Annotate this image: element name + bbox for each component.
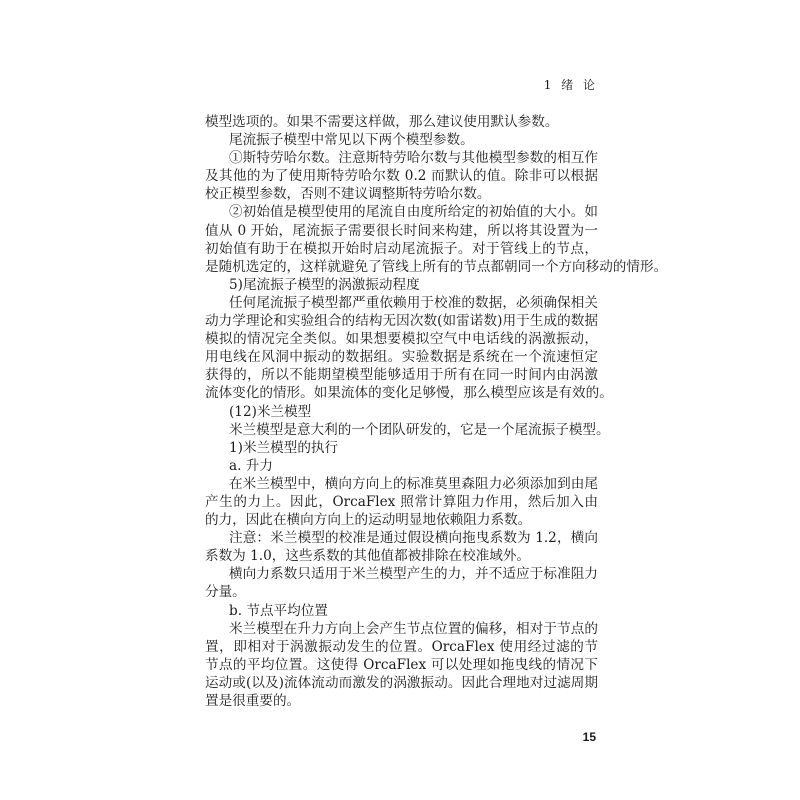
text-line: 尾流振子模型中常见以下两个模型参数。 — [229, 132, 474, 149]
text-line: 是随机选定的，这样就避免了管线上所有的节点都朝同一个方向移动的情形。 — [205, 258, 668, 275]
paragraph — [205, 475, 598, 529]
paragraph — [205, 457, 598, 475]
text-line: b. 节点平均位置 — [229, 602, 328, 619]
running-header: 1 绪 论 — [543, 78, 598, 92]
paragraph — [205, 203, 668, 275]
text-line: 及其他的为了使用斯特劳哈尔数 0.2 而默认的值。除非可以根据 — [205, 168, 598, 185]
text-line: ②初始值是模型使用的尾流自由度所给定的初始值的大小。如 — [229, 204, 598, 221]
paragraph — [205, 113, 598, 131]
paragraph — [205, 276, 598, 294]
paragraph — [205, 421, 610, 439]
text-line: 置，即相对于涡激振动发生的位置。OrcaFlex 使用经过滤的节 — [205, 638, 598, 655]
text-line: 任何尾流振子模型都严重依赖用于校准的数据，必须确保相关 — [229, 294, 598, 311]
text-line: 初始值有助于在模拟开始时启动尾流振子。对于管线上的节点， — [205, 240, 598, 257]
text-line: 分量。 — [205, 584, 246, 601]
text-line: 5)尾流振子模型的涡激振动程度 — [229, 276, 420, 293]
text-line: ①斯特劳哈尔数。注意斯特劳哈尔数与其他模型参数的相互作 — [229, 150, 598, 167]
text-line: 横向力系数只适用于米兰模型产生的力，并不适应于标准阻力 — [229, 566, 598, 583]
page-number: 15 — [582, 730, 596, 744]
text-line: 的力，因此在横向方向上的运动明显地依赖阻力系数。 — [205, 512, 532, 529]
paragraph — [205, 529, 598, 565]
text-line: 节点的平均位置。这使得 OrcaFlex 可以处理如拖曳线的情况下 — [205, 656, 598, 673]
text-line: 动力学理论和实验组合的结构无因次数(如雷诺数)用于生成的数据 — [205, 313, 598, 330]
paragraph — [205, 149, 598, 203]
text-line: 系数为 1.0，这些系数的其他值都被排除在校准域外。 — [205, 548, 531, 565]
paragraph — [205, 565, 598, 601]
text-line: (12)米兰模型 — [229, 403, 312, 420]
paragraph — [205, 403, 598, 421]
text-line: 校正模型参数，否则不建议调整斯特劳哈尔数。 — [205, 186, 491, 203]
text-line: 用电线在风洞中振动的数据组。实验数据是系统在一个流速恒定 — [205, 349, 598, 366]
text-line: 在米兰模型中，横向方向上的标准莫里森阻力必须添加到由尾 — [229, 475, 598, 492]
text-line: 产生的力上。因此，OrcaFlex 照常计算阻力作用，然后加入由 — [205, 493, 598, 510]
text-line: 置是很重要的。 — [205, 693, 301, 709]
text-line: 获得的，所以不能期望模型能够适用于所有在同一时间内由涡激 — [205, 367, 598, 384]
text-line: a. 升力 — [229, 457, 273, 474]
body-text — [205, 113, 668, 710]
text-line: 注意：米兰模型的校准是通过假设横向拖曳系数为 1.2，横向 — [229, 530, 598, 547]
text-line: 值从 0 开始，尾流振子需要很长时间来构建，所以将其设置为一 — [205, 222, 598, 239]
paragraph — [205, 131, 598, 149]
text-line: 模拟的情况完全类似。如果想要模拟空气中电话线的涡激振动， — [205, 331, 598, 348]
paragraph — [205, 602, 598, 620]
text-line: 米兰模型在升力方向上会产生节点位置的偏移，相对于节点的 — [229, 620, 598, 637]
paragraph — [205, 294, 613, 403]
text-line: 运动或(以及)流体流动而激发的涡激振动。因此合理地对过滤周期 — [205, 674, 598, 691]
paragraph — [205, 439, 598, 457]
paragraph — [205, 620, 598, 710]
text-line: 模型选项的。如果不需要这样做，那么建议使用默认参数。 — [205, 114, 559, 130]
text-line: 1)米兰模型的执行 — [229, 439, 339, 456]
text-line: 流体变化的情形。如果流体的变化足够慢，那么模型应该是有效的。 — [205, 385, 613, 402]
text-line: 米兰模型是意大利的一个团队研发的，它是一个尾流振子模型。 — [229, 421, 610, 438]
